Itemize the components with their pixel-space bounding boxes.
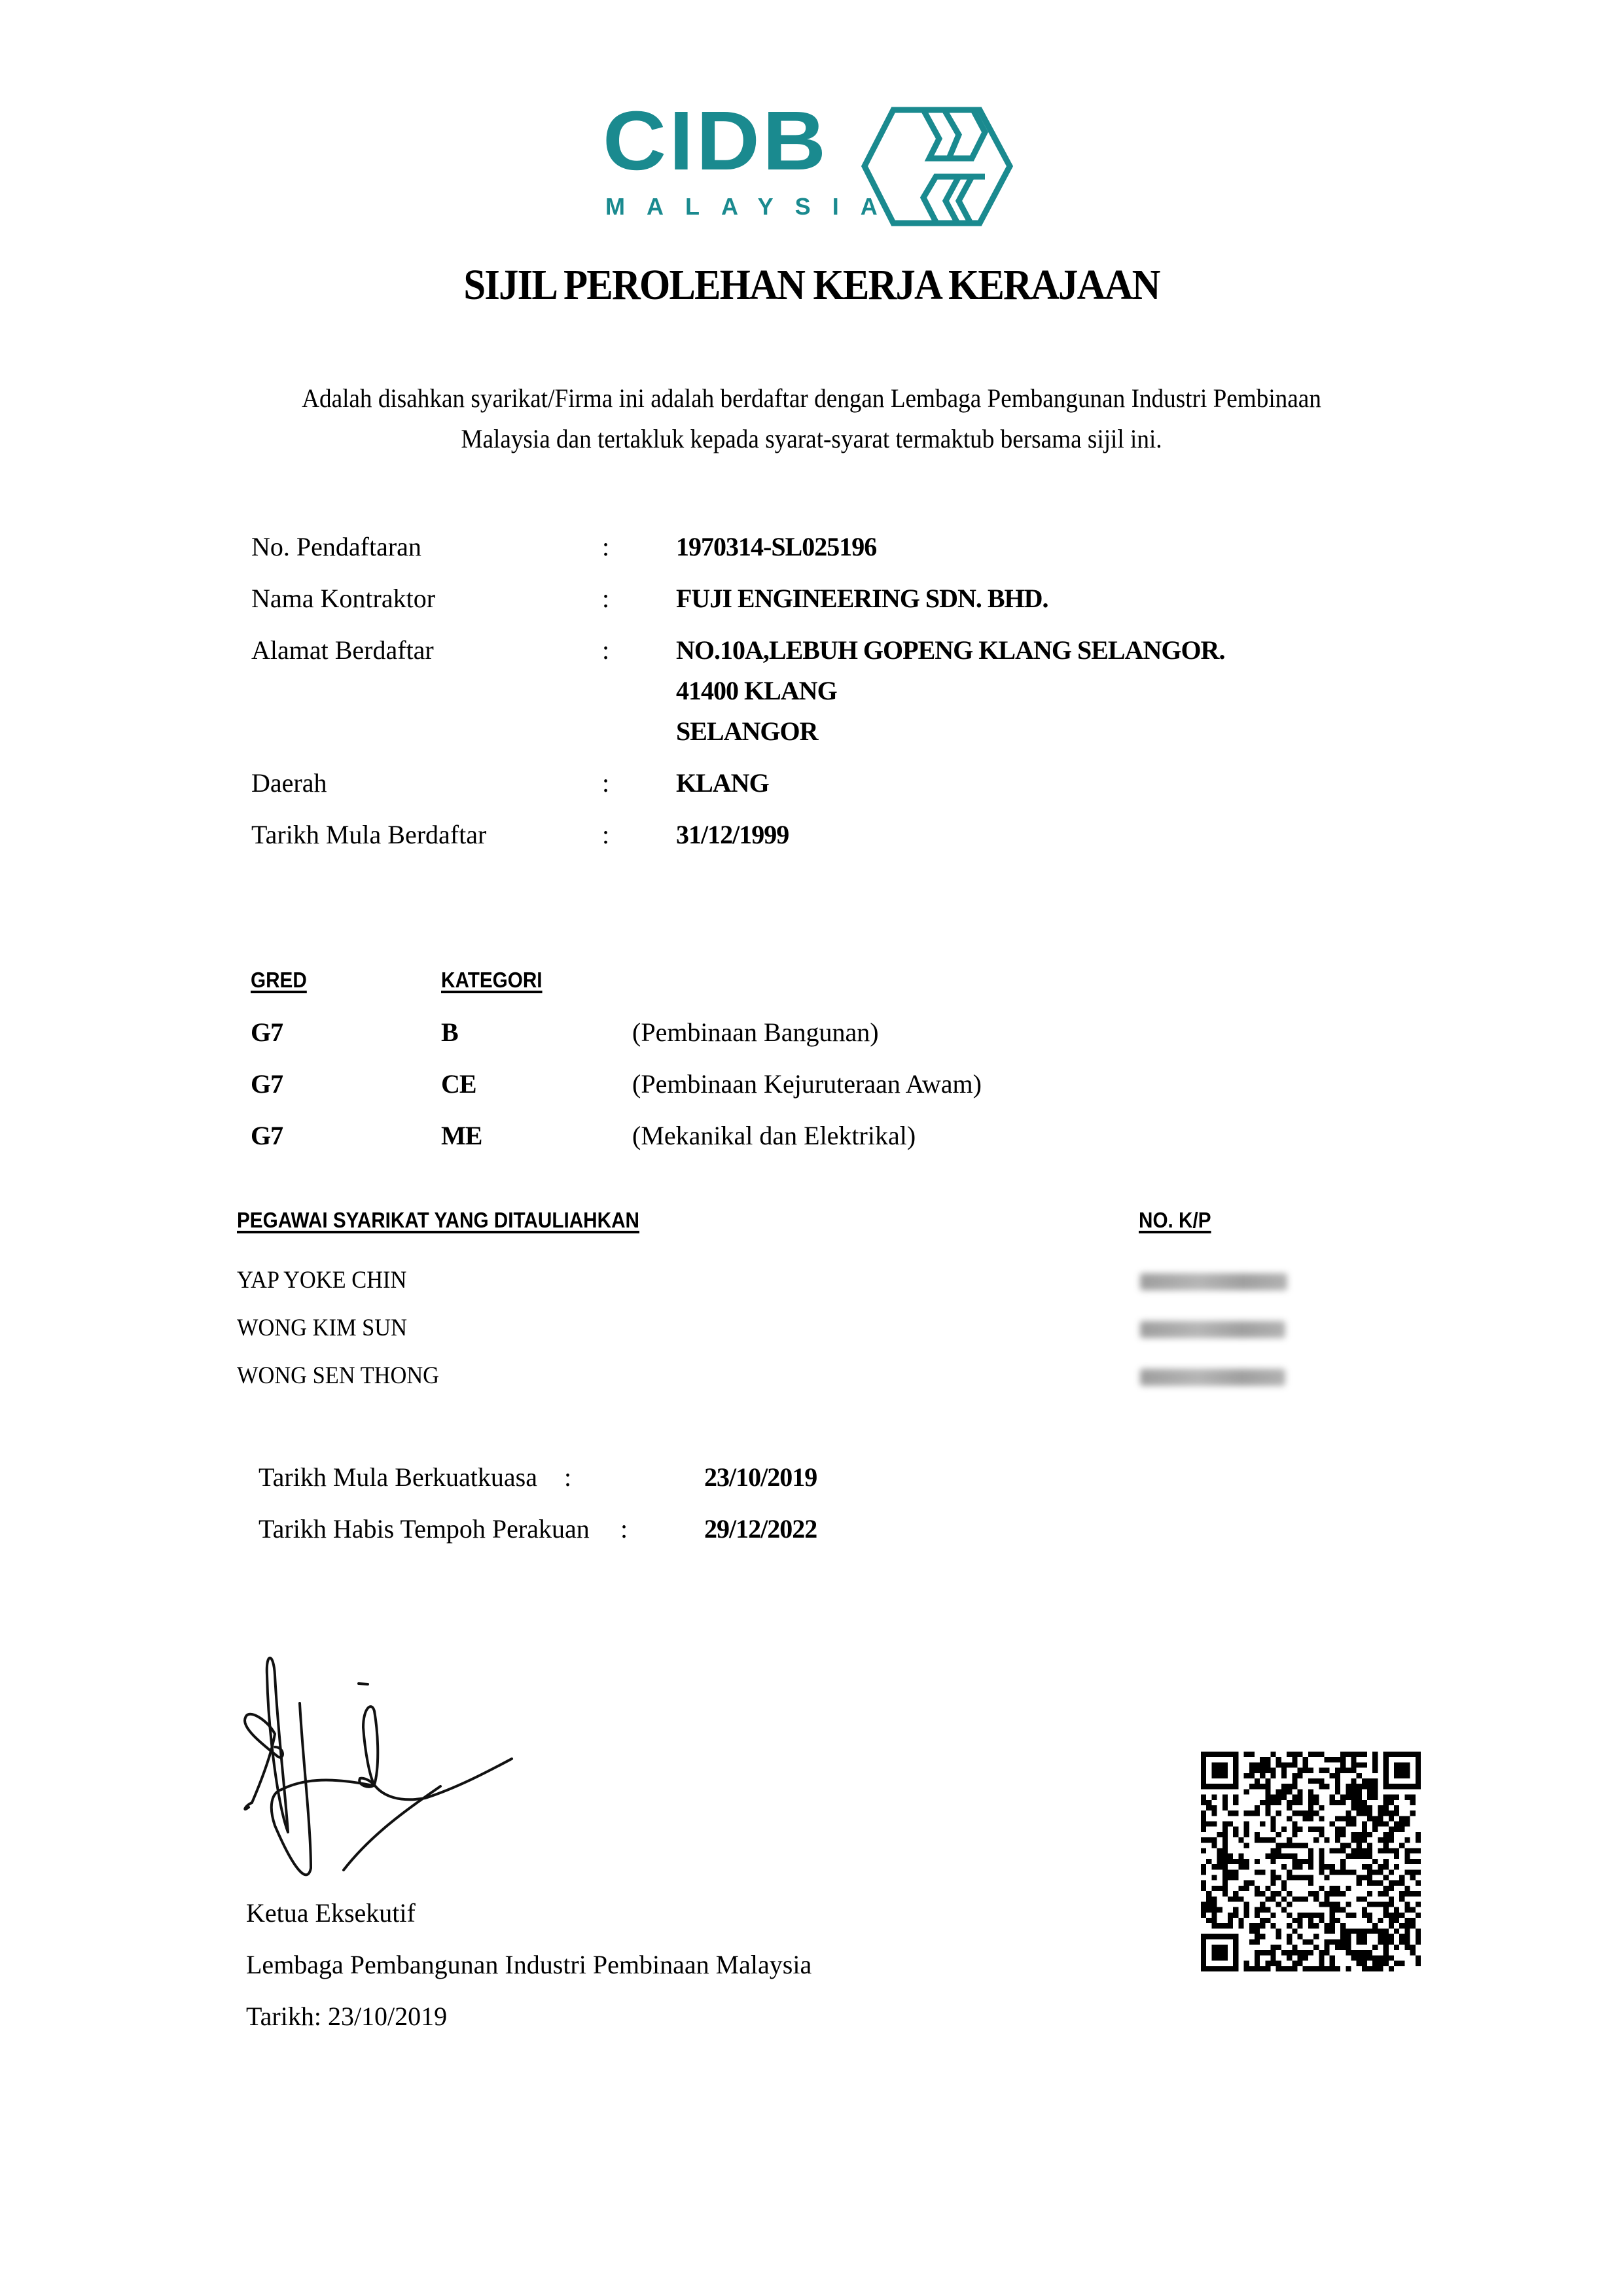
logo-subtext: MALAYSIA — [605, 193, 899, 220]
category-description: (Pembinaan Bangunan) — [632, 1017, 879, 1047]
intro-line-2: Malaysia dan tertakluk kepada syarat-syarat termaktub bersama sijil ini. — [461, 424, 1162, 453]
validity-start-value: 23/10/2019 — [704, 1462, 817, 1492]
cidb-hexagon-icon — [861, 106, 1014, 227]
grade-value: G7 — [251, 1017, 283, 1047]
address-line-1: NO.10A,LEBUH GOPENG KLANG SELANGOR. — [676, 635, 1225, 665]
grade-value: G7 — [251, 1121, 283, 1150]
address-label: Alamat Berdaftar — [251, 635, 434, 665]
category-description: (Mekanikal dan Elektrikal) — [632, 1121, 916, 1150]
separator: : — [602, 584, 610, 613]
grade-header: GRED — [251, 968, 307, 992]
registration-start-label: Tarikh Mula Berdaftar — [251, 820, 487, 849]
qr-code[interactable] — [1201, 1752, 1421, 1971]
category-description: (Pembinaan Kejuruteraan Awam) — [632, 1069, 982, 1099]
category-header: KATEGORI — [441, 968, 543, 992]
category-value: CE — [441, 1069, 476, 1099]
address-line-3: SELANGOR — [676, 716, 818, 746]
separator: : — [602, 768, 610, 798]
officers-name-header: PEGAWAI SYARIKAT YANG DITAULIAHKAN — [237, 1208, 639, 1232]
validity-start-label: Tarikh Mula Berkuatkuasa — [259, 1462, 537, 1492]
district-label: Daerah — [251, 768, 327, 798]
district-value: KLANG — [676, 768, 769, 798]
certificate-title: SIJIL PEROLEHAN KERJA KERAJAAN — [463, 261, 1160, 309]
officer-name: WONG KIM SUN — [237, 1315, 407, 1341]
address-line-2: 41400 KLANG — [676, 676, 837, 705]
category-value: B — [441, 1017, 458, 1047]
signatory-organization: Lembaga Pembangunan Industri Pembinaan Malaysia — [246, 1950, 812, 1979]
redacted-ic-number — [1140, 1321, 1285, 1338]
category-value: ME — [441, 1121, 482, 1150]
separator: : — [620, 1514, 628, 1544]
separator: : — [602, 635, 610, 665]
grade-value: G7 — [251, 1069, 283, 1099]
redacted-ic-number — [1140, 1369, 1285, 1386]
registration-start-value: 31/12/1999 — [676, 820, 789, 849]
signature-image — [223, 1636, 550, 1898]
officer-name: YAP YOKE CHIN — [237, 1267, 407, 1294]
registration-no-value: 1970314-SL025196 — [676, 532, 877, 561]
registration-no-label: No. Pendaftaran — [251, 532, 421, 561]
officer-name: WONG SEN THONG — [237, 1362, 440, 1389]
separator: : — [602, 532, 610, 561]
officers-ic-header: NO. K/P — [1139, 1208, 1211, 1232]
logo-wordmark: CIDB — [603, 94, 829, 188]
validity-end-value: 29/12/2022 — [704, 1514, 817, 1544]
validity-end-label: Tarikh Habis Tempoh Perakuan — [259, 1514, 590, 1544]
intro-line-1: Adalah disahkan syarikat/Firma ini adalah berdaftar dengan Lembaga Pembangunan Industri Pembinaan — [302, 383, 1321, 413]
qr-modules — [1201, 1752, 1421, 1971]
contractor-name-label: Nama Kontraktor — [251, 584, 436, 613]
contractor-name-value: FUJI ENGINEERING SDN. BHD. — [676, 584, 1048, 613]
signatory-date: Tarikh: 23/10/2019 — [246, 2002, 448, 2031]
signatory-title: Ketua Eksekutif — [246, 1898, 416, 1928]
separator: : — [602, 820, 610, 849]
redacted-ic-number — [1140, 1273, 1287, 1290]
cidb-logo — [599, 94, 1024, 231]
separator: : — [564, 1462, 572, 1492]
